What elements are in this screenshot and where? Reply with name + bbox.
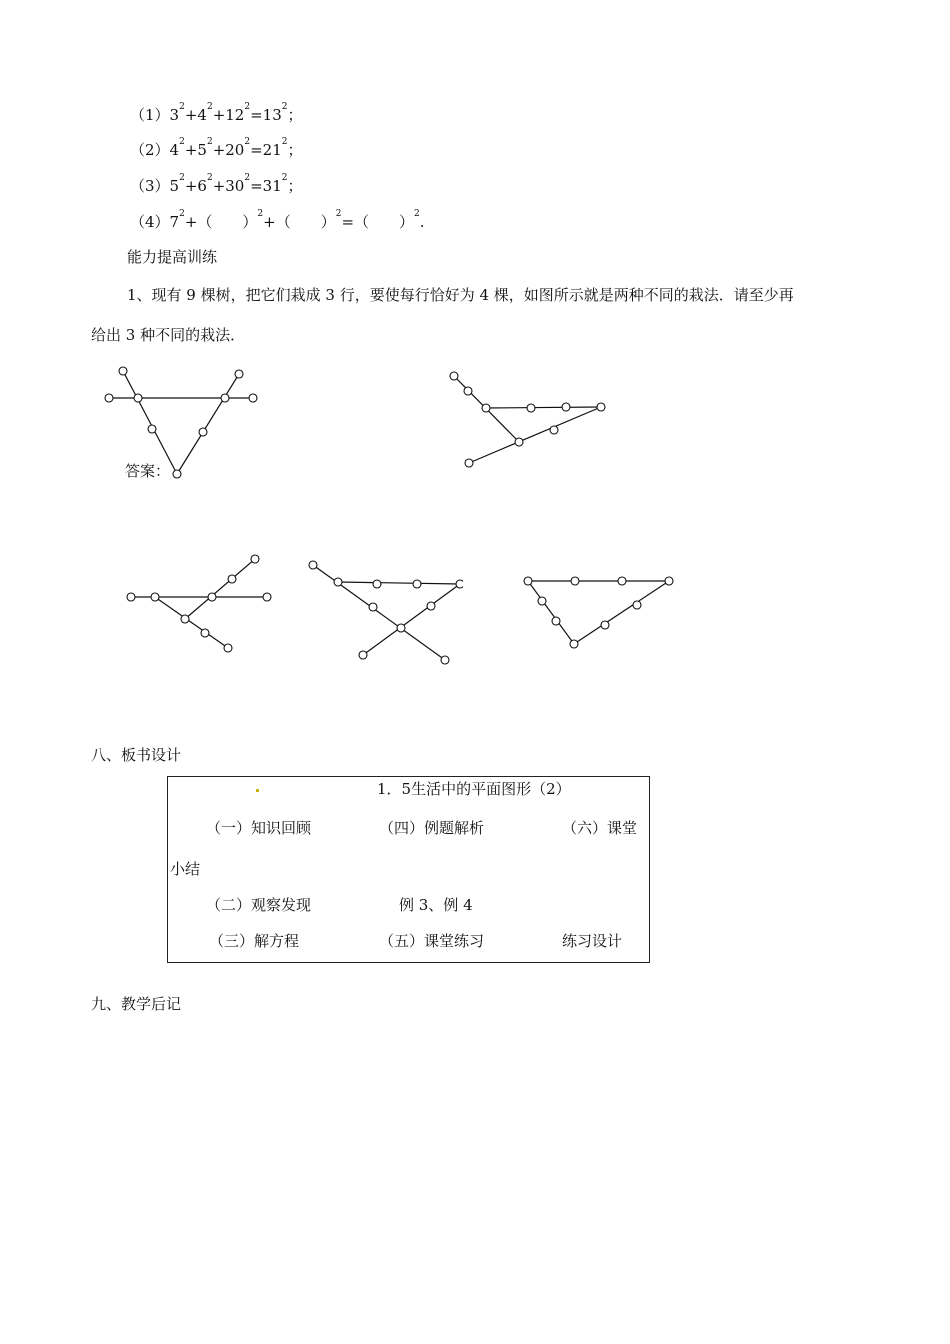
decorative-dot (256, 789, 259, 792)
board-item-example-numbers: 例 3、例 4 (399, 896, 473, 914)
problem-line-2: 给出 3 种不同的栽法． (91, 326, 246, 344)
board-item-practice: （五）课堂练习 (379, 932, 485, 950)
board-design-box (167, 776, 650, 963)
figure-planting-2 (445, 368, 610, 468)
board-title: 1．5生活中的平面图形（2） (377, 780, 571, 798)
equation-1: $(1)3^2+4^2+12^2=13^2$； (130, 102, 303, 124)
board-item-summary-wrap: 小结 (170, 860, 201, 878)
section-ability: 能力提高训练 (127, 248, 218, 266)
board-item-examples: （四）例题解析 (379, 819, 485, 837)
board-item-observe: （二）观察发现 (206, 896, 312, 914)
equation-2: $(2)4^2+5^2+20^2=21^2$； (130, 137, 303, 159)
board-item-review: （一）知识回顾 (206, 819, 312, 837)
section-teaching-notes: 九、教学后记 (91, 995, 182, 1013)
board-item-exercise-design: 练习设计 (562, 932, 623, 950)
board-item-equations: （三）解方程 (209, 932, 300, 950)
answer-label: 答案： (125, 462, 171, 480)
equation-4: $(4)7^2+$（ ）$^2$+（ ）$^2$=（ ）$^2$. (130, 209, 425, 231)
board-item-summary: （六）课堂 (562, 819, 638, 837)
answer-figure-3 (520, 572, 680, 652)
answer-figure-1 (122, 551, 282, 656)
section-board-design: 八、板书设计 (91, 746, 182, 764)
equation-3: $(3)5^2+6^2+30^2=31^2$； (130, 173, 303, 195)
problem-line-1: 1、现有 9 棵树，把它们栽成 3 行，要使每行恰好为 4 棵，如图所示就是两种不同的栽法．请至少再 (127, 286, 794, 304)
answer-figure-2 (303, 557, 463, 667)
